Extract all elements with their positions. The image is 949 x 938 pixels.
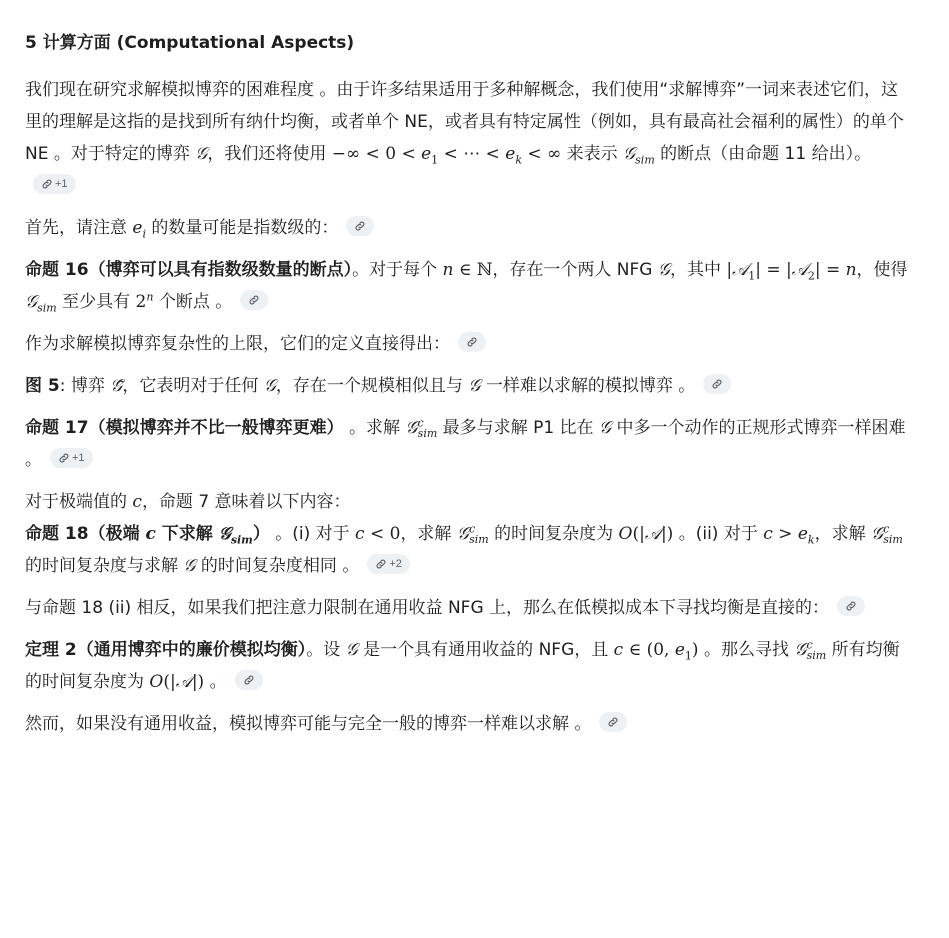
paragraph-contrast	[25, 592, 909, 624]
text: 的断点（由命题 11 给出）。	[654, 144, 872, 164]
theorem-2	[25, 634, 909, 698]
paragraph-upper-bound	[25, 328, 909, 360]
text: ，存在一个两人 NFG	[492, 260, 658, 280]
citation-count: +1	[72, 452, 85, 464]
citation-chip[interactable]	[458, 332, 486, 352]
proposition-16	[25, 254, 909, 318]
citation-chip[interactable]	[367, 554, 410, 574]
text: 。那么寻找	[698, 640, 795, 660]
link-icon	[354, 220, 366, 232]
math-G-c-sim: 𝒢$^c_{sim}$	[870, 522, 903, 547]
math-c-gt-ek: $c > e_k$	[763, 524, 815, 547]
text: ，存在一个规模相似且与	[275, 376, 469, 396]
text: 我们现在研究求解模拟博弈的困难程度 。由于许多结果适用于多种解概念，我们使用“求解博弈”一词来表述它们，这里的理解是这指的是找到所有纳什均衡，或者单个 NE，或者具有特定属性（例如，具有最高社会福利的属性）的单个 NE 。对于特定的博弈	[25, 80, 904, 164]
math-O-A: O(|𝒜|)	[149, 672, 205, 692]
section-heading: 5 计算方面 (Computational Aspects)	[25, 33, 355, 53]
math-G-c-sim: 𝒢$^c_{sim}$	[794, 638, 827, 663]
math-ei: $e_i$	[132, 218, 146, 241]
math-G: 𝒢	[598, 418, 612, 438]
proposition-title: 命题 17（模拟博弈并不比一般博弈更难）	[25, 418, 344, 438]
math-G-tilde: 𝒢̃	[110, 376, 123, 396]
citation-chip[interactable]	[703, 374, 731, 394]
math-G-sim: 𝒢$_{sim}$	[25, 292, 57, 315]
text: ，使得	[856, 260, 908, 280]
citation-chip[interactable]	[50, 448, 93, 468]
citation-count: +2	[389, 558, 402, 570]
math-G-c-sim: 𝒢$^c_{sim}$	[405, 416, 438, 441]
link-icon	[58, 452, 70, 464]
math-n-in-N: n ∈ ℕ	[442, 260, 493, 280]
math-c-lt-0: c < 0	[355, 524, 401, 544]
paragraph-extreme	[25, 486, 909, 518]
math-G: 𝒢	[263, 376, 276, 396]
paragraph-note	[25, 212, 909, 244]
figure-5-caption	[25, 370, 909, 402]
link-icon	[243, 674, 255, 686]
link-icon	[41, 178, 53, 190]
text: 来表示	[561, 144, 624, 164]
text: 的数量可能是指数级的：	[146, 218, 339, 238]
link-icon	[248, 294, 260, 306]
text: 。对于每个	[352, 260, 443, 280]
proposition-17	[25, 412, 909, 476]
math-action-sizes: |𝒜$_1$| = |𝒜$_2$| = n	[726, 260, 857, 283]
math-c-interval: c ∈ (0, $e_1$)	[613, 640, 699, 663]
text: 然而，如果没有通用收益，模拟博弈可能与完全一般的博弈一样难以求解 。	[25, 714, 592, 734]
text: 首先，请注意	[25, 218, 133, 238]
citation-chip[interactable]	[240, 290, 268, 310]
citation-chip[interactable]	[346, 216, 374, 236]
text: 与命题 18 (ii) 相反，如果我们把注意力限制在通用收益 NFG 上，那么在低模拟成本下寻找均衡是直接的：	[25, 598, 830, 618]
text: 至少具有	[56, 292, 136, 312]
citation-chip[interactable]	[837, 596, 865, 616]
math-G-c-sim: 𝒢$^c_{sim}$	[456, 522, 489, 547]
paragraph-intro	[25, 74, 909, 202]
link-icon	[375, 558, 387, 570]
link-icon	[607, 716, 619, 728]
text: 中多一个动作的正规形式博弈一样困难 。	[25, 418, 906, 470]
math-G-sim: 𝒢$_{sim}$	[218, 524, 253, 547]
math-G: 𝒢	[468, 376, 481, 396]
link-icon	[845, 600, 857, 612]
text: 的时间复杂度相同 。	[195, 556, 360, 576]
text: 是一个具有通用收益的 NFG，且	[357, 640, 614, 660]
text: ，它表明对于任何	[122, 376, 264, 396]
text: 对于极端值的	[25, 492, 133, 512]
text: ，我们还将使用	[207, 144, 332, 164]
text: : 博弈	[59, 376, 111, 396]
text: 最多与求解 P1 比在	[437, 418, 599, 438]
math-c: c	[132, 492, 142, 512]
math-G: 𝒢	[195, 144, 208, 164]
text: 作为求解模拟博弈复杂性的上限，它们的定义直接得出：	[25, 334, 450, 354]
text: 。(i) 对于	[269, 524, 356, 544]
link-icon	[466, 336, 478, 348]
math-G-sim: 𝒢$_{sim}$	[623, 144, 655, 167]
text: ，其中	[669, 260, 727, 280]
math-O-A: O(|𝒜|)	[618, 524, 674, 544]
text: 一样难以求解的模拟博弈 。	[480, 376, 696, 396]
proposition-title: 命题 16（博弈可以具有指数级数量的断点）	[25, 260, 353, 280]
text: ，命题 7 意味着以下内容：	[141, 492, 351, 512]
text: 的时间复杂度与求解	[25, 556, 184, 576]
figure-label: 图 5	[25, 376, 60, 396]
math-breakpoints: −∞ < $0 < e_1$ < ⋯ < $e_k$ < ∞	[331, 144, 562, 167]
text: 。求解	[343, 418, 406, 438]
proposition-title: 命题 18（极端 c 下求解 𝒢$_{sim}$）	[25, 524, 270, 547]
math-G: 𝒢	[345, 640, 358, 660]
text: 所有均衡的时间复杂度为	[25, 640, 900, 692]
math-c: c	[145, 524, 156, 544]
math-G: 𝒢	[657, 260, 670, 280]
text: ，求解	[814, 524, 871, 544]
math-G: 𝒢	[183, 556, 196, 576]
text: 。设	[306, 640, 346, 660]
link-icon	[711, 378, 723, 390]
text: 。	[204, 672, 227, 692]
text: 的时间复杂度为	[488, 524, 619, 544]
proposition-18	[25, 518, 909, 582]
text: 个断点 。	[153, 292, 233, 312]
citation-count: +1	[55, 178, 68, 190]
paragraph-closing	[25, 708, 909, 740]
citation-chip[interactable]	[599, 712, 627, 732]
citation-chip[interactable]	[235, 670, 263, 690]
math-2n: 2$^n$	[135, 290, 154, 312]
text: 。(ii) 对于	[673, 524, 764, 544]
theorem-title: 定理 2（通用博弈中的廉价模拟均衡）	[25, 640, 307, 660]
citation-chip[interactable]	[33, 174, 76, 194]
text: ，求解	[400, 524, 457, 544]
